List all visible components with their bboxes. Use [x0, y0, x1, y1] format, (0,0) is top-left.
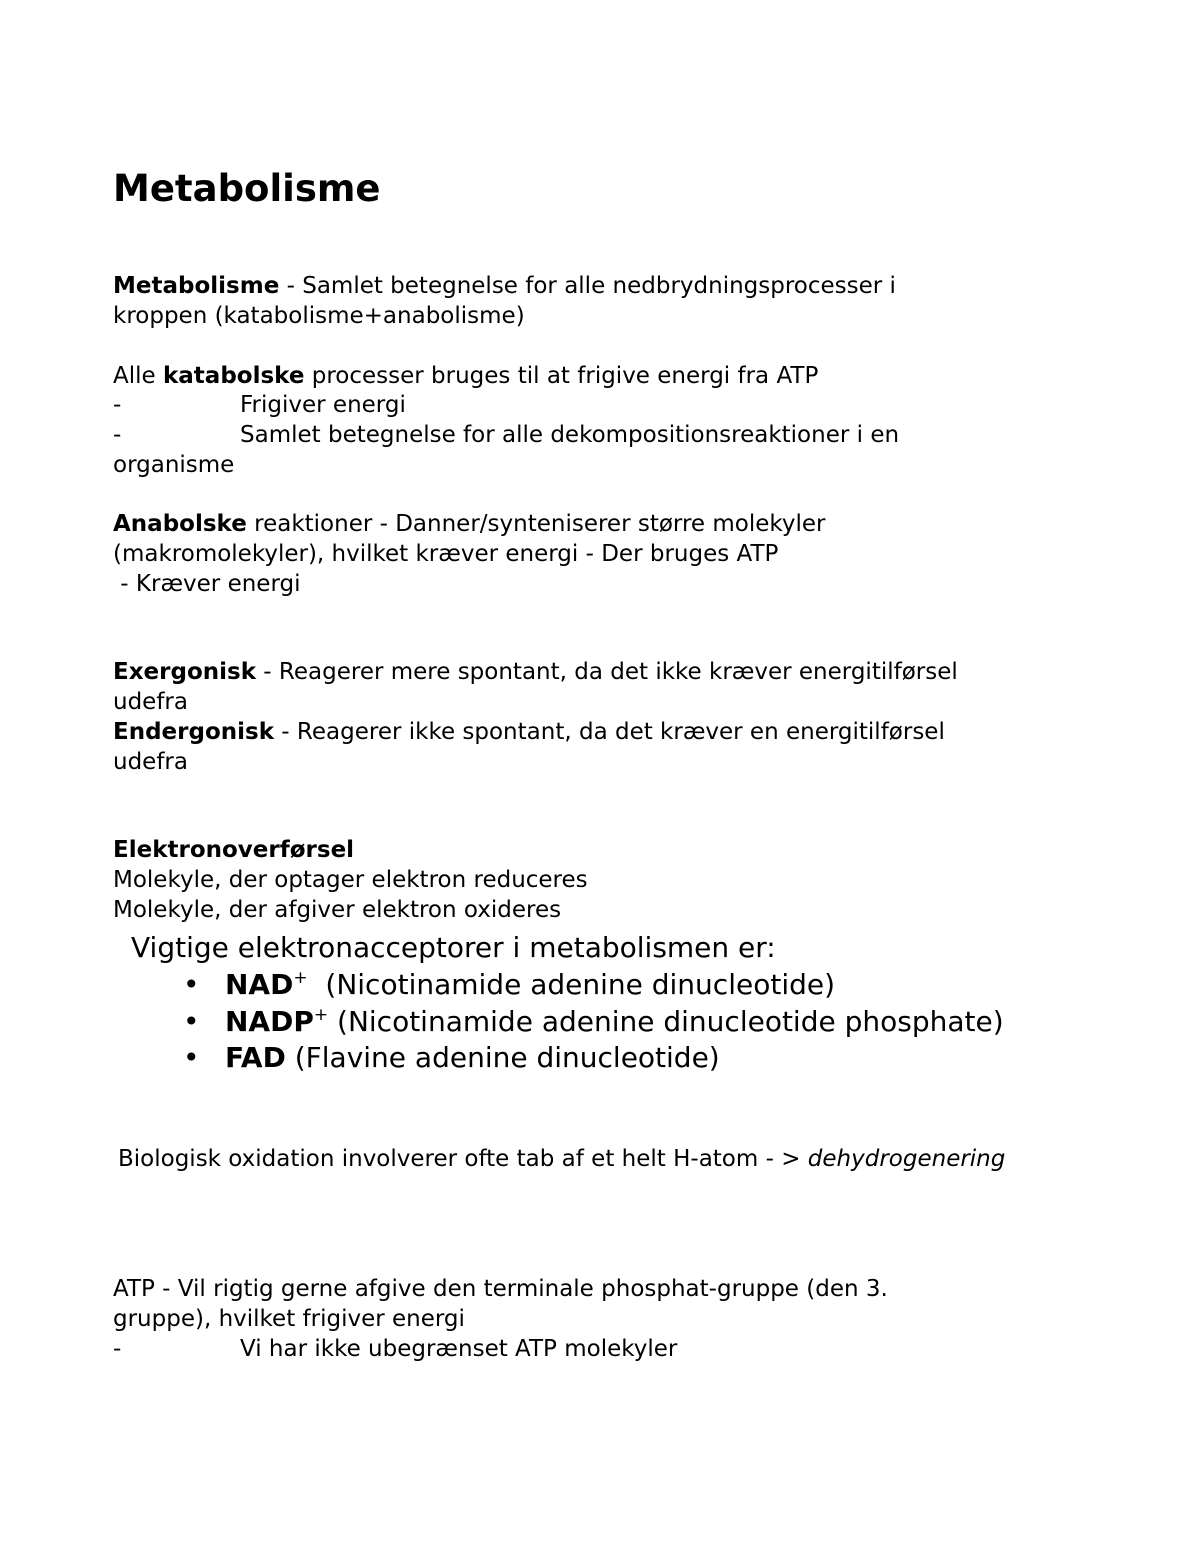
- metabolisme-term: Metabolisme: [113, 273, 280, 299]
- oxidation-line: [118, 1144, 1005, 1174]
- endergonisk-term: Endergonisk: [113, 719, 274, 745]
- elektron-line-2: Molekyle, der afgiver elektron oxideres: [113, 897, 562, 923]
- list-item-text: Frigiver energi: [240, 392, 406, 418]
- exergonisk-line-2: udefra: [113, 689, 188, 715]
- atp-line-1: ATP - Vil rigtig gerne afgive den terminale phosphat-gruppe (den 3.: [113, 1276, 888, 1302]
- acceptor-abbr: NADP: [225, 1005, 314, 1038]
- exergonisk-term: Exergonisk: [113, 659, 256, 685]
- elektron-heading: Elektronoverførsel: [113, 837, 355, 863]
- acceptor-desc: (Flavine adenine dinucleotide): [285, 1041, 720, 1074]
- exergonisk-definition: - Reagerer mere spontant, da det ikke kræver energitilførsel: [256, 659, 958, 685]
- bullet-icon: •: [183, 1041, 200, 1074]
- metabolisme-line-1: [113, 271, 896, 301]
- oxidation-text: Biologisk oxidation involverer ofte tab af et helt H-atom - >: [118, 1146, 808, 1172]
- endergonisk-line-1: [113, 717, 945, 747]
- list-item: [113, 390, 1013, 420]
- acceptor-item: [225, 1004, 1004, 1040]
- acceptor-item: [225, 967, 835, 1003]
- anabolske-line-3: - Kræver energi: [113, 571, 301, 597]
- list-item: [183, 967, 1083, 1003]
- endergonisk-line-2: udefra: [113, 749, 188, 775]
- katabolske-line: [113, 361, 818, 391]
- oxidation-term: dehydrogenering: [807, 1146, 1006, 1172]
- acceptor-abbr: NAD: [225, 968, 294, 1001]
- dash-bullet: -: [113, 1336, 122, 1362]
- metabolisme-line-2: kroppen (katabolisme+anabolisme): [113, 303, 525, 329]
- list-item: [183, 1004, 1083, 1040]
- anabolske-term: Anabolske: [113, 511, 247, 537]
- katabolske-term: katabolske: [162, 363, 305, 389]
- page-title: Metabolisme: [113, 167, 381, 210]
- acceptor-item: [225, 1040, 720, 1076]
- list-item-text: Vi har ikke ubegrænset ATP molekyler: [240, 1336, 678, 1362]
- list-item: [113, 1334, 1013, 1364]
- bullet-icon: •: [183, 968, 200, 1001]
- atp-line-2: gruppe), hvilket frigiver energi: [113, 1306, 465, 1332]
- list-item: [113, 420, 1013, 450]
- elektron-line-1: Molekyle, der optager elektron reduceres: [113, 867, 588, 893]
- anabolske-line-1: [113, 509, 826, 539]
- katabolske-definition: processer bruges til at frigive energi fra ATP: [304, 363, 819, 389]
- acceptorer-heading: Vigtige elektronacceptorer i metabolismen er:: [131, 931, 776, 964]
- acceptor-desc: (Nicotinamide adenine dinucleotide phosphate): [328, 1005, 1004, 1038]
- dash-bullet: -: [113, 392, 122, 418]
- acceptor-sup: +: [293, 968, 308, 988]
- acceptor-sup: +: [313, 1005, 329, 1025]
- metabolisme-definition: - Samlet betegnelse for alle nedbrydningsprocesser i: [279, 273, 896, 299]
- endergonisk-definition: - Reagerer ikke spontant, da det kræver en energitilførsel: [274, 719, 945, 745]
- bullet-icon: •: [183, 1005, 200, 1038]
- katabolske-continuation: organisme: [113, 452, 235, 478]
- katabolske-pre: Alle: [113, 363, 163, 389]
- exergonisk-line-1: [113, 657, 958, 687]
- list-item-text: Samlet betegnelse for alle dekompositionsreaktioner i en: [240, 422, 900, 448]
- list-item: [183, 1040, 1083, 1076]
- anabolske-definition: reaktioner - Danner/synteniserer større molekyler: [246, 511, 826, 537]
- acceptor-desc: (Nicotinamide adenine dinucleotide): [307, 968, 836, 1001]
- dash-bullet: -: [113, 422, 122, 448]
- acceptor-abbr: FAD: [225, 1041, 286, 1074]
- anabolske-line-2: (makromolekyler), hvilket kræver energi - Der bruges ATP: [113, 541, 779, 567]
